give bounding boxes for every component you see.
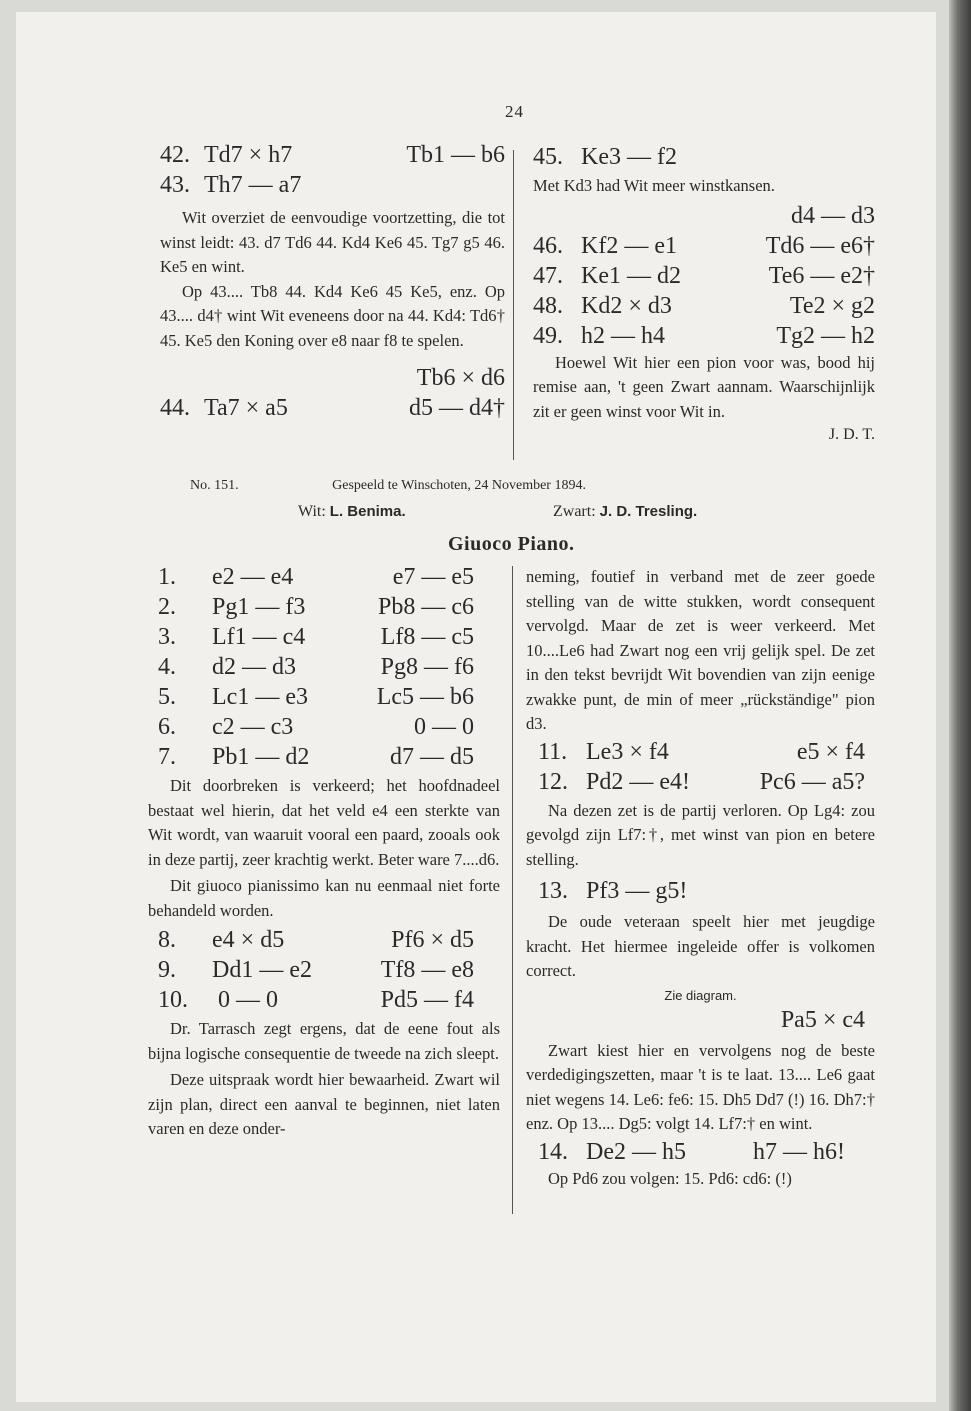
white-move: Pg1 — f3 [212, 594, 306, 620]
black-move: Pd5 — f4 [380, 987, 474, 1013]
black-move: Lf8 — c5 [380, 624, 474, 650]
black-move: Te6 — e2† [768, 262, 875, 289]
white-move: Kf2 — e1 [581, 232, 677, 259]
move-row [148, 682, 500, 712]
move-row [533, 231, 875, 261]
black-label: Zwart: [553, 503, 596, 520]
white-move: h2 — h4 [581, 322, 665, 349]
move-row [148, 955, 500, 985]
move-number: 46. [533, 232, 563, 259]
move-row [533, 261, 875, 291]
annotation-paragraph: Deze uitspraak wordt hier bewaarheid. Zwart wil zijn plan, direct een aanval te beginnen, niet laten varen en deze onder- [148, 1070, 500, 1138]
black-move: Tg2 — h2 [776, 322, 875, 349]
move-row [160, 393, 505, 423]
move-number: 9. [158, 957, 176, 983]
black-move: h7 — h6! [753, 1138, 845, 1165]
white-move: Lc1 — e3 [212, 684, 308, 710]
move-row [160, 170, 505, 200]
white-move: Ke3 — f2 [581, 144, 677, 170]
move-row [533, 142, 875, 172]
annotation-paragraph: Wit overziet de eenvoudige voortzetting, die tot winst leidt: 43. d7 Td6 44. Kd4 Ke6 45. Tg7 g5 46. Ke5 en wint. [160, 208, 505, 276]
white-move: Lf1 — c4 [212, 624, 306, 650]
game-location: Gespeeld te Winschoten, 24 November 1894. [332, 478, 586, 493]
page-edge-shadow [949, 0, 971, 1411]
annotation-paragraph: Hoewel Wit hier een pion voor was, bood hij remise aan, 't geen Zwart aannam. Waarschijnlijk zit er geen winst voor Wit in. [533, 352, 875, 421]
black-move: d4 — d3 [791, 202, 875, 229]
game-number: No. 151. [190, 478, 239, 493]
black-move: e5 × f4 [796, 738, 865, 765]
move-row [526, 1137, 875, 1167]
move-number: 12. [538, 768, 568, 795]
annotation-paragraph: Na dezen zet is de partij verloren. Op Lg4: zou gevolgd zijn Lf7:†, met winst van pion en betere stelling. [526, 800, 875, 869]
white-move: e4 × d5 [212, 927, 285, 953]
bottom-right-column [526, 565, 875, 1191]
top-left-column [160, 140, 505, 423]
white-move: Le3 × f4 [586, 738, 669, 765]
top-right-column [533, 142, 875, 444]
black-move: Pa5 × c4 [780, 1006, 865, 1033]
move-number: 43. [160, 172, 190, 198]
white-move: Ta7 × a5 [204, 395, 288, 421]
white-move: Td7 × h7 [204, 142, 293, 168]
black-move: Pg8 — f6 [380, 654, 474, 680]
black-move: Tb1 — b6 [406, 142, 505, 168]
annotation-paragraph: Op 43.... Tb8 44. Kd4 Ke6 45 Ke5, enz. Op 43.... d4† wint Wit eveneens door na 44. Kd4: Td6† 45. Ke5 den Koning over e8 naar f8 te spelen. [160, 281, 505, 350]
black-move: Pf6 × d5 [391, 927, 474, 953]
move-row [148, 592, 500, 622]
move-row [533, 291, 875, 321]
move-number: 6. [158, 714, 176, 740]
white-move: c2 — c3 [212, 714, 294, 740]
move-number: 3. [158, 624, 176, 650]
black-player-line [553, 503, 697, 521]
column-divider-bottom [512, 566, 513, 1214]
black-move: Pb8 — c6 [378, 594, 474, 620]
move-row [526, 737, 875, 767]
bottom-left-column [148, 562, 500, 1142]
annotation-paragraph: Dr. Tarrasch zegt ergens, dat de eene fout als bijna logische consequentie de tweede na zich sleept. [148, 1019, 500, 1063]
page-number: 24 [505, 102, 524, 121]
black-move: Te2 × g2 [789, 292, 875, 319]
signature: J. D. T. [828, 426, 875, 443]
move-row [148, 712, 500, 742]
white-player: L. Benima. [329, 503, 406, 520]
move-number: 7. [158, 744, 176, 770]
annotation-paragraph: Dit giuoco pianissimo kan nu eenmaal niet forte behandeld worden. [148, 876, 500, 920]
move-row [148, 652, 500, 682]
move-row [148, 985, 500, 1015]
move-number: 13. [538, 878, 568, 904]
move-number: 1. [158, 564, 176, 590]
annotation-paragraph: neming, foutief in verband met de zeer goede stelling van de witte stukken, wordt consequent vervolgd. Maar de zet is weer verkeerd. Met 10....Le6 had Zwart nog een vrij gelijk spel. De zet in den tekst bevrijdt Wit bovendien van zijn eenige zwakke punt, de min of meer „rückständige" pion d3. [526, 567, 875, 733]
move-row [148, 742, 500, 772]
move-number: 47. [533, 262, 563, 289]
move-row [148, 622, 500, 652]
white-move: d2 — d3 [212, 654, 296, 680]
opening-title: Giuoco Piano. [448, 533, 575, 555]
move-number: 10. [158, 987, 188, 1013]
move-number: 5. [158, 684, 176, 710]
move-number: 2. [158, 594, 176, 620]
black-move: Tf8 — e8 [380, 957, 474, 983]
column-divider-top [513, 150, 514, 460]
white-move: Th7 — a7 [204, 172, 302, 198]
move-row [148, 925, 500, 955]
white-move: Kd2 × d3 [581, 292, 672, 319]
black-move: e7 — e5 [392, 564, 474, 590]
white-move: Dd1 — e2 [212, 957, 312, 983]
move-number: 14. [538, 1138, 568, 1165]
white-label: Wit: [298, 503, 326, 520]
annotation-paragraph: Op Pd6 zou volgen: 15. Pd6: cd6: (!) [548, 1168, 792, 1188]
black-move: d5 — d4† [409, 395, 505, 421]
move-row [533, 321, 875, 351]
white-move: Pb1 — d2 [212, 744, 310, 770]
white-move: e2 — e4 [212, 564, 294, 590]
move-row [148, 562, 500, 592]
move-row [526, 876, 875, 906]
move-number: 4. [158, 654, 176, 680]
black-move: Tb6 × d6 [416, 365, 505, 391]
black-move: 0 — 0 [414, 714, 474, 740]
move-number: 45. [533, 144, 563, 170]
white-move: De2 — h5 [586, 1138, 686, 1165]
black-move: Pc6 — a5? [759, 768, 865, 795]
white-move: Ke1 — d2 [581, 262, 681, 289]
diagram-reference: Zie diagram. [664, 987, 737, 1003]
move-number: 11. [538, 738, 568, 765]
white-move: 0 — 0 [218, 987, 278, 1013]
white-move: Pf3 — g5! [586, 878, 688, 904]
move-number: 48. [533, 292, 563, 319]
move-row [160, 140, 505, 170]
annotation-paragraph: De oude veteraan speelt hier met jeugdige kracht. Het hiermee ingeleide offer is volkomen correct. [526, 912, 875, 980]
move-row [526, 767, 875, 797]
black-move: Td6 — e6† [765, 232, 875, 259]
black-player: J. D. Tresling. [599, 503, 698, 520]
white-player-line [298, 503, 406, 521]
annotation-paragraph: Zwart kiest hier en vervolgens nog de beste verdedigingszetten, maar 't is te laat. 13.... Le6 gaat niet wegens 14. Le6: fe6: 15. Dh5 Dd7 (!) 16. Dh7:† enz. Op 13.... Dg5: volgt 14. Lf7:† en wint. [526, 1040, 875, 1133]
move-number: 42. [160, 142, 190, 168]
game-header [190, 478, 890, 494]
white-move: Pd2 — e4! [586, 768, 690, 795]
annotation-paragraph: Dit doorbreken is verkeerd; het hoofdnadeel bestaat wel hierin, dat het veld e4 een sterkte van Wit wordt, van waaruit vooral een paard, zooals ook in deze partij, zeer krachtig werkt. Beter ware 7....d6. [148, 776, 500, 869]
move-number: 44. [160, 395, 190, 421]
annotation-paragraph: Met Kd3 had Wit meer winstkansen. [533, 176, 775, 195]
black-move: Lc5 — b6 [376, 684, 474, 710]
black-move: d7 — d5 [390, 744, 474, 770]
move-number: 49. [533, 322, 563, 349]
move-number: 8. [158, 927, 176, 953]
